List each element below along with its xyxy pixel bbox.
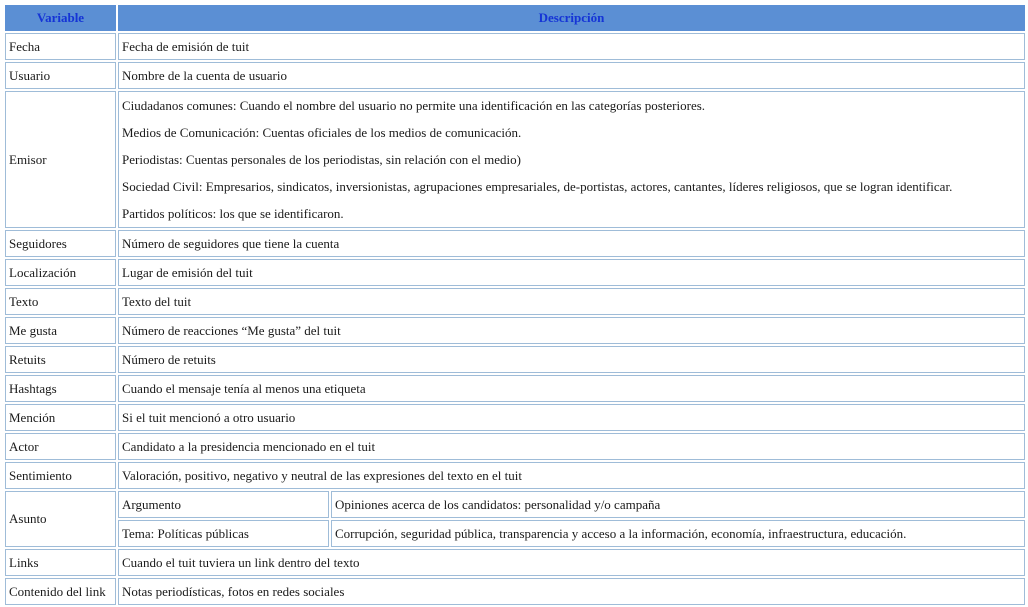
variables-table — [3, 3, 1027, 607]
emisor-line: Sociedad Civil: Empresarios, sindicatos, inversionistas, agrupaciones empresariales, de-portistas, actores, cantantes, líderes religiosos, que se logran identificar. — [122, 179, 953, 194]
description-cell: Opiniones acerca de los candidatos: personalidad y/o campaña — [331, 491, 1025, 518]
table-row — [5, 578, 1025, 605]
description-cell: Si el tuit mencionó a otro usuario — [118, 404, 1025, 431]
table-row — [5, 62, 1025, 89]
description-cell: Corrupción, seguridad pública, transparencia y acceso a la información, economía, infraestructura, educación. — [331, 520, 1025, 547]
header-row — [5, 5, 1025, 31]
header-descripcion: Descripción — [118, 5, 1025, 31]
table-row — [5, 491, 1025, 518]
table-row — [5, 230, 1025, 257]
variable-cell: Links — [5, 549, 116, 576]
table-row — [5, 549, 1025, 576]
table-row — [5, 33, 1025, 60]
variable-cell: Asunto — [5, 491, 116, 547]
description-cell: Texto del tuit — [118, 288, 1025, 315]
description-cell: Nombre de la cuenta de usuario — [118, 62, 1025, 89]
header-variable: Variable — [5, 5, 116, 31]
table-row — [5, 346, 1025, 373]
table-row — [5, 288, 1025, 315]
variable-cell: Actor — [5, 433, 116, 460]
variable-cell: Emisor — [5, 91, 116, 228]
table-row — [5, 259, 1025, 286]
description-cell: Lugar de emisión del tuit — [118, 259, 1025, 286]
variable-cell: Sentimiento — [5, 462, 116, 489]
subcategory-cell: Argumento — [118, 491, 329, 518]
variable-cell: Me gusta — [5, 317, 116, 344]
variable-cell: Seguidores — [5, 230, 116, 257]
table-row — [5, 91, 1025, 228]
table-row — [5, 433, 1025, 460]
emisor-line: Periodistas: Cuentas personales de los periodistas, sin relación con el medio) — [122, 152, 521, 167]
variable-cell: Mención — [5, 404, 116, 431]
variable-cell: Texto — [5, 288, 116, 315]
emisor-line: Partidos políticos: los que se identificaron. — [122, 206, 344, 221]
table-row — [5, 462, 1025, 489]
table-row — [5, 375, 1025, 402]
variable-cell: Usuario — [5, 62, 116, 89]
description-cell: Número de retuits — [118, 346, 1025, 373]
variable-cell: Contenido del link — [5, 578, 116, 605]
description-cell: Cuando el mensaje tenía al menos una etiqueta — [118, 375, 1025, 402]
description-cell — [118, 91, 1025, 228]
variable-cell: Retuits — [5, 346, 116, 373]
description-cell: Cuando el tuit tuviera un link dentro del texto — [118, 549, 1025, 576]
table-row — [5, 520, 1025, 547]
description-cell: Notas periodísticas, fotos en redes sociales — [118, 578, 1025, 605]
description-cell: Número de reacciones “Me gusta” del tuit — [118, 317, 1025, 344]
description-cell: Número de seguidores que tiene la cuenta — [118, 230, 1025, 257]
variable-cell: Fecha — [5, 33, 116, 60]
description-cell: Candidato a la presidencia mencionado en el tuit — [118, 433, 1025, 460]
variable-cell: Localización — [5, 259, 116, 286]
description-cell: Fecha de emisión de tuit — [118, 33, 1025, 60]
variable-cell: Hashtags — [5, 375, 116, 402]
emisor-line: Medios de Comunicación: Cuentas oficiales de los medios de comunicación. — [122, 125, 522, 140]
description-cell: Valoración, positivo, negativo y neutral de las expresiones del texto en el tuit — [118, 462, 1025, 489]
emisor-line: Ciudadanos comunes: Cuando el nombre del usuario no permite una identificación en las categorías posteriores. — [122, 98, 706, 113]
table-row — [5, 317, 1025, 344]
subcategory-cell: Tema: Políticas públicas — [118, 520, 329, 547]
table-row — [5, 404, 1025, 431]
